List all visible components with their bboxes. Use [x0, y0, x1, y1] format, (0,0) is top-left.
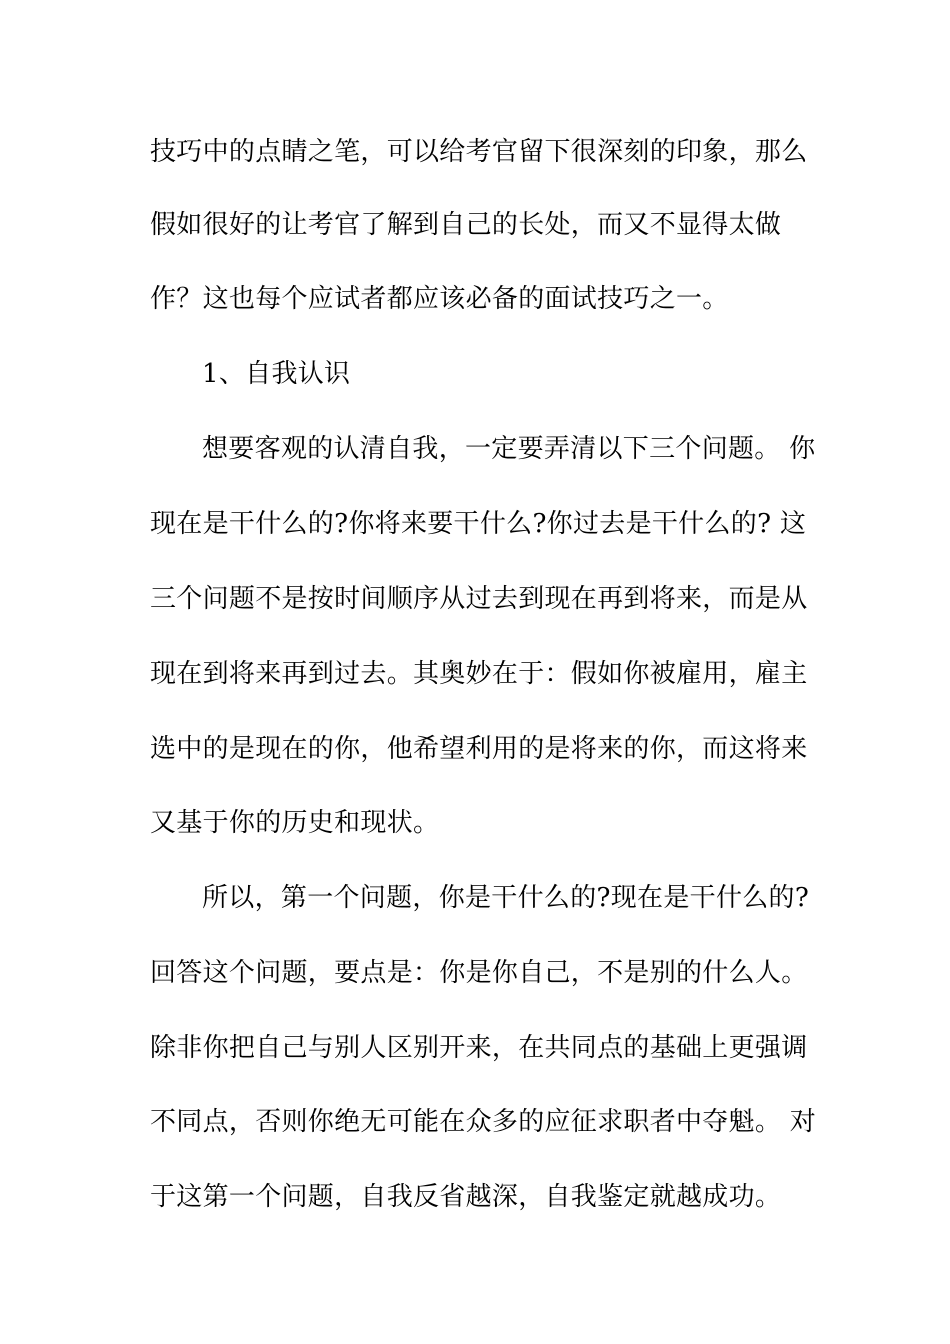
paragraph-line: 想要客观的认清自我，一定要弄清以下三个问题。 你 [202, 434, 816, 464]
paragraph-line: 不同点，否则你绝无可能在众多的应征求职者中夺魁。 对 [150, 1107, 817, 1137]
paragraph-line: 假如很好的让考官了解到自己的长处，而又不显得太做 [150, 210, 782, 240]
paragraph-line: 除非你把自己与别人区别开来，在共同点的基础上更强调 [150, 1033, 808, 1063]
paragraph-line: 技巧中的点睛之笔，可以给考官留下很深刻的印象，那么 [150, 137, 808, 167]
paragraph-line: 又基于你的历史和现状。 [150, 808, 440, 838]
paragraph-line: 三个问题不是按时间顺序从过去到现在再到将来，而是从 [150, 584, 808, 614]
paragraph-line: 所以，第一个问题，你是干什么的?现在是干什么的? [202, 883, 810, 913]
paragraph-line: 于这第一个问题，自我反省越深，自我鉴定就越成功。 [150, 1182, 782, 1212]
paragraph-line: 现在到将来再到过去。其奥妙在于：假如你被雇用，雇主 [150, 659, 808, 689]
paragraph-line: 选中的是现在的你，他希望利用的是将来的你，而这将来 [150, 734, 808, 764]
paragraph-line: 回答这个问题，要点是：你是你自己，不是别的什么人。 [150, 958, 808, 988]
section-heading: 1、自我认识 [202, 359, 351, 389]
paragraph-line: 作？这也每个应试者都应该必备的面试技巧之一。 [150, 284, 729, 314]
paragraph-line: 现在是干什么的?你将来要干什么?你过去是干什么的? 这 [150, 509, 807, 539]
